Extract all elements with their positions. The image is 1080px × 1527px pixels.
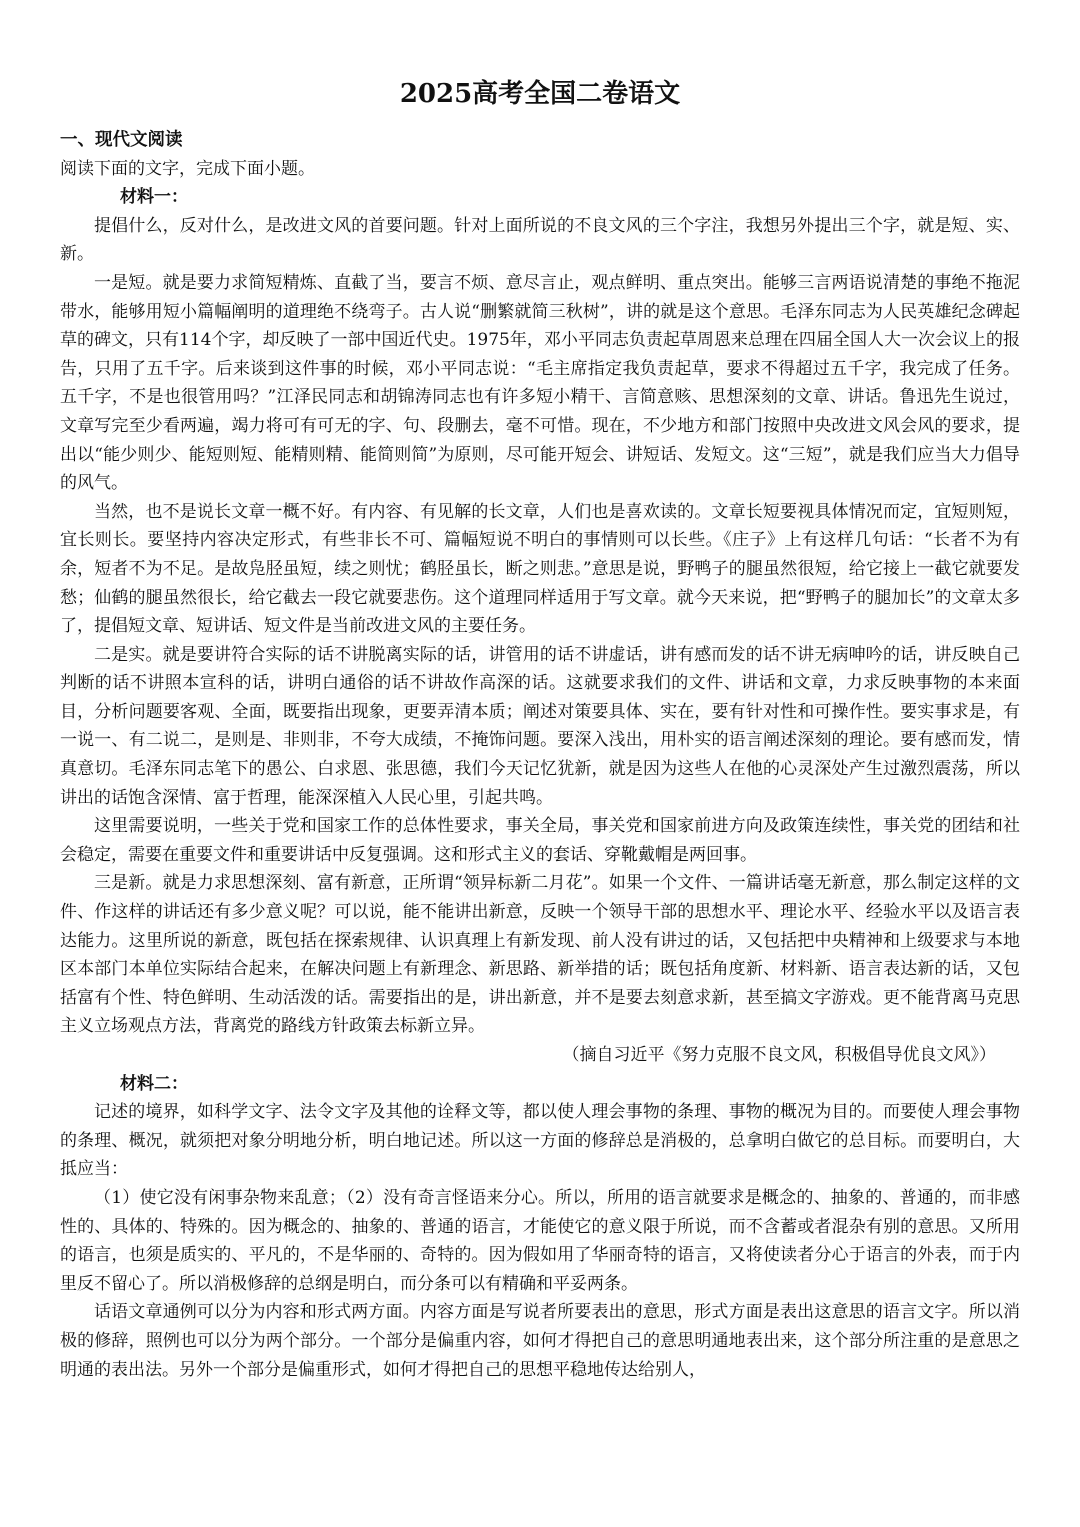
paragraph: 话语文章通例可以分为内容和形式两方面。内容方面是写说者所要表出的意思，形式方面是表出这意思的语言文字。所以消极的修辞，照例也可以分为两个部分。一个部分是偏重内容，如何才得把自己的意思明通地表出来，这个部分所注重的是意思之明通的表出法。另外一个部分是偏重形式，如何才得把自己的思想平稳地传达给别人， — [60, 1302, 1020, 1380]
section-heading: 一、现代文阅读 — [60, 130, 183, 150]
paragraph: 二是实。就是要讲符合实际的话不讲脱离实际的话，讲管用的话不讲虚话，讲有感而发的话不讲无病呻吟的话，讲反映自己判断的话不讲照本宣科的话，讲明白通俗的话不讲故作高深的话。这就要求我们的文件、讲话和文章，力求反映事物的本来面目，分析问题要客观、全面，既要指出现象，更要弄清本质；阐述对策要具体、实在，要有针对性和可操作性。要实事求是，有一说一、有二说二，是则是、非则非，不夸大成绩，不掩饰问题。要深入浅出，用朴实的语言阐述深刻的理论。要有感而发，情真意切。毛泽东同志笔下的愚公、白求恩、张思德，我们今天记忆犹新，就是因为这些人在他的心灵深处产生过激烈震荡，所以讲出的话饱含深情、富于哲理，能深深植入人民心里，引起共鸣。 — [60, 644, 1020, 808]
material-two-label: 材料二： — [120, 1073, 188, 1094]
paragraph: 一是短。就是要力求简短精炼、直截了当，要言不烦、意尽言止，观点鲜明、重点突出。能够三言两语说清楚的事绝不拖泥带水，能够用短小篇幅阐明的道理绝不绕弯子。古人说“删繁就简三秋树”，讲的就是这个意思。毛泽东同志为人民英雄纪念碑起草的碑文，只有114个字，却反映了一部中国近代史。1975年，邓小平同志负责起草周恩来总理在四届全国人大一次会议上的报告，只用了五千字。后来谈到这件事的时候，邓小平同志说：“毛主席指定我负责起草，要求不得超过五千字，我完成了任务。五千字，不是也很管用吗？”江泽民同志和胡锦涛同志也有许多短小精干、言简意赅、思想深刻的文章、讲话。鲁迅先生说过，文章写完至少看两遍，竭力将可有可无的字、句、段删去，毫不可惜。现在，不少地方和部门按照中央改进文风会风的要求，提出以“能少则少、能短则短、能精则精、能简则简”为原则，尽可能开短会、讲短话、发短文。这“三短”，就是我们应当大力倡导的风气。 — [60, 272, 1020, 494]
paragraph: 三是新。就是力求思想深刻、富有新意，正所谓“领异标新二月花”。如果一个文件、一篇讲话毫无新意，那么制定这样的文件、作这样的讲话还有多少意义呢？可以说，能不能讲出新意，反映一个领导干部的思想水平、理论水平、经验水平以及语言表达能力。这里所说的新意，既包括在探索规律、认识真理上有新发现、前人没有讲过的话，又包括把中央精神和上级要求与本地区本部门本单位实际结合起来，在解决问题上有新理念、新思路、新举措的话；既包括角度新、材料新、语言表达新的话，又包括富有个性、特色鲜明、生动活泼的话。需要指出的是，讲出新意，并不是要去刻意求新，甚至搞文字游戏。更不能背离马克思主义立场观点方法，背离党的路线方针政策去标新立异。 — [60, 873, 1020, 1037]
material-one-label: 材料一： — [120, 187, 188, 208]
paragraph: 记述的境界，如科学文字、法令文字及其他的诠释文等，都以使人理会事物的条理、事物的概况为目的。而要使人理会事物的条理、概况，就须把对象分明地分析，明白地记述。所以这一方面的修辞总是消极的，总拿明白做它的总目标。而要明白，大抵应当： — [60, 1102, 1020, 1180]
paragraph: 提倡什么，反对什么，是改进文风的首要问题。针对上面所说的不良文风的三个字注，我想另外提出三个字，就是短、实、新。 — [60, 215, 1020, 265]
material-one-source: （摘自习近平《努力克服不良文风，积极倡导优良文风》） — [562, 1045, 996, 1065]
paragraph: 这里需要说明，一些关于党和国家工作的总体性要求，事关全局，事关党和国家前进方向及政策连续性，事关党的团结和社会稳定，需要在重要文件和重要讲话中反复强调。这和形式主义的套话、穿靴戴帽是两回事。 — [60, 816, 1020, 865]
exam-title: 2025高考全国二卷语文 — [399, 79, 681, 109]
paragraph: （1）使它没有闲事杂物来乱意；（2）没有奇言怪语来分心。所以，所用的语言就要求是概念的、抽象的、普通的，而非感性的、具体的、特殊的。因为概念的、抽象的、普通的语言，才能使它的意义限于所说，而不含蓄或者混杂有别的意思。又所用的语言，也须是质实的、平凡的，不是华丽的、奇特的。因为假如用了华丽奇特的语言，又将使读者分心于语言的外表，而于内里反不留心了。所以消极修辞的总纲是明白，而分条可以有精确和平妥两条。 — [60, 1187, 1020, 1294]
paragraph: 当然，也不是说长文章一概不好。有内容、有见解的长文章，人们也是喜欢读的。文章长短要视具体情况而定，宜短则短，宜长则长。要坚持内容决定形式，有些非长不可、篇幅短说不明白的事情则可以长些。《庄子》上有这样几句话：“长者不为有余，短者不为不足。是故凫胫虽短，续之则忧；鹤胫虽长，断之则悲。”意思是说，野鸭子的腿虽然很短，给它接上一截它就要发愁；仙鹤的腿虽然很长，给它截去一段它就要悲伤。这个道理同样适用于写文章。就今天来说，把“野鸭子的腿加长”的文章太多了，提倡短文章、短讲话、短文件是当前改进文风的主要任务。 — [60, 501, 1020, 637]
instruction-text: 阅读下面的文字，完成下面小题。 — [60, 158, 315, 179]
